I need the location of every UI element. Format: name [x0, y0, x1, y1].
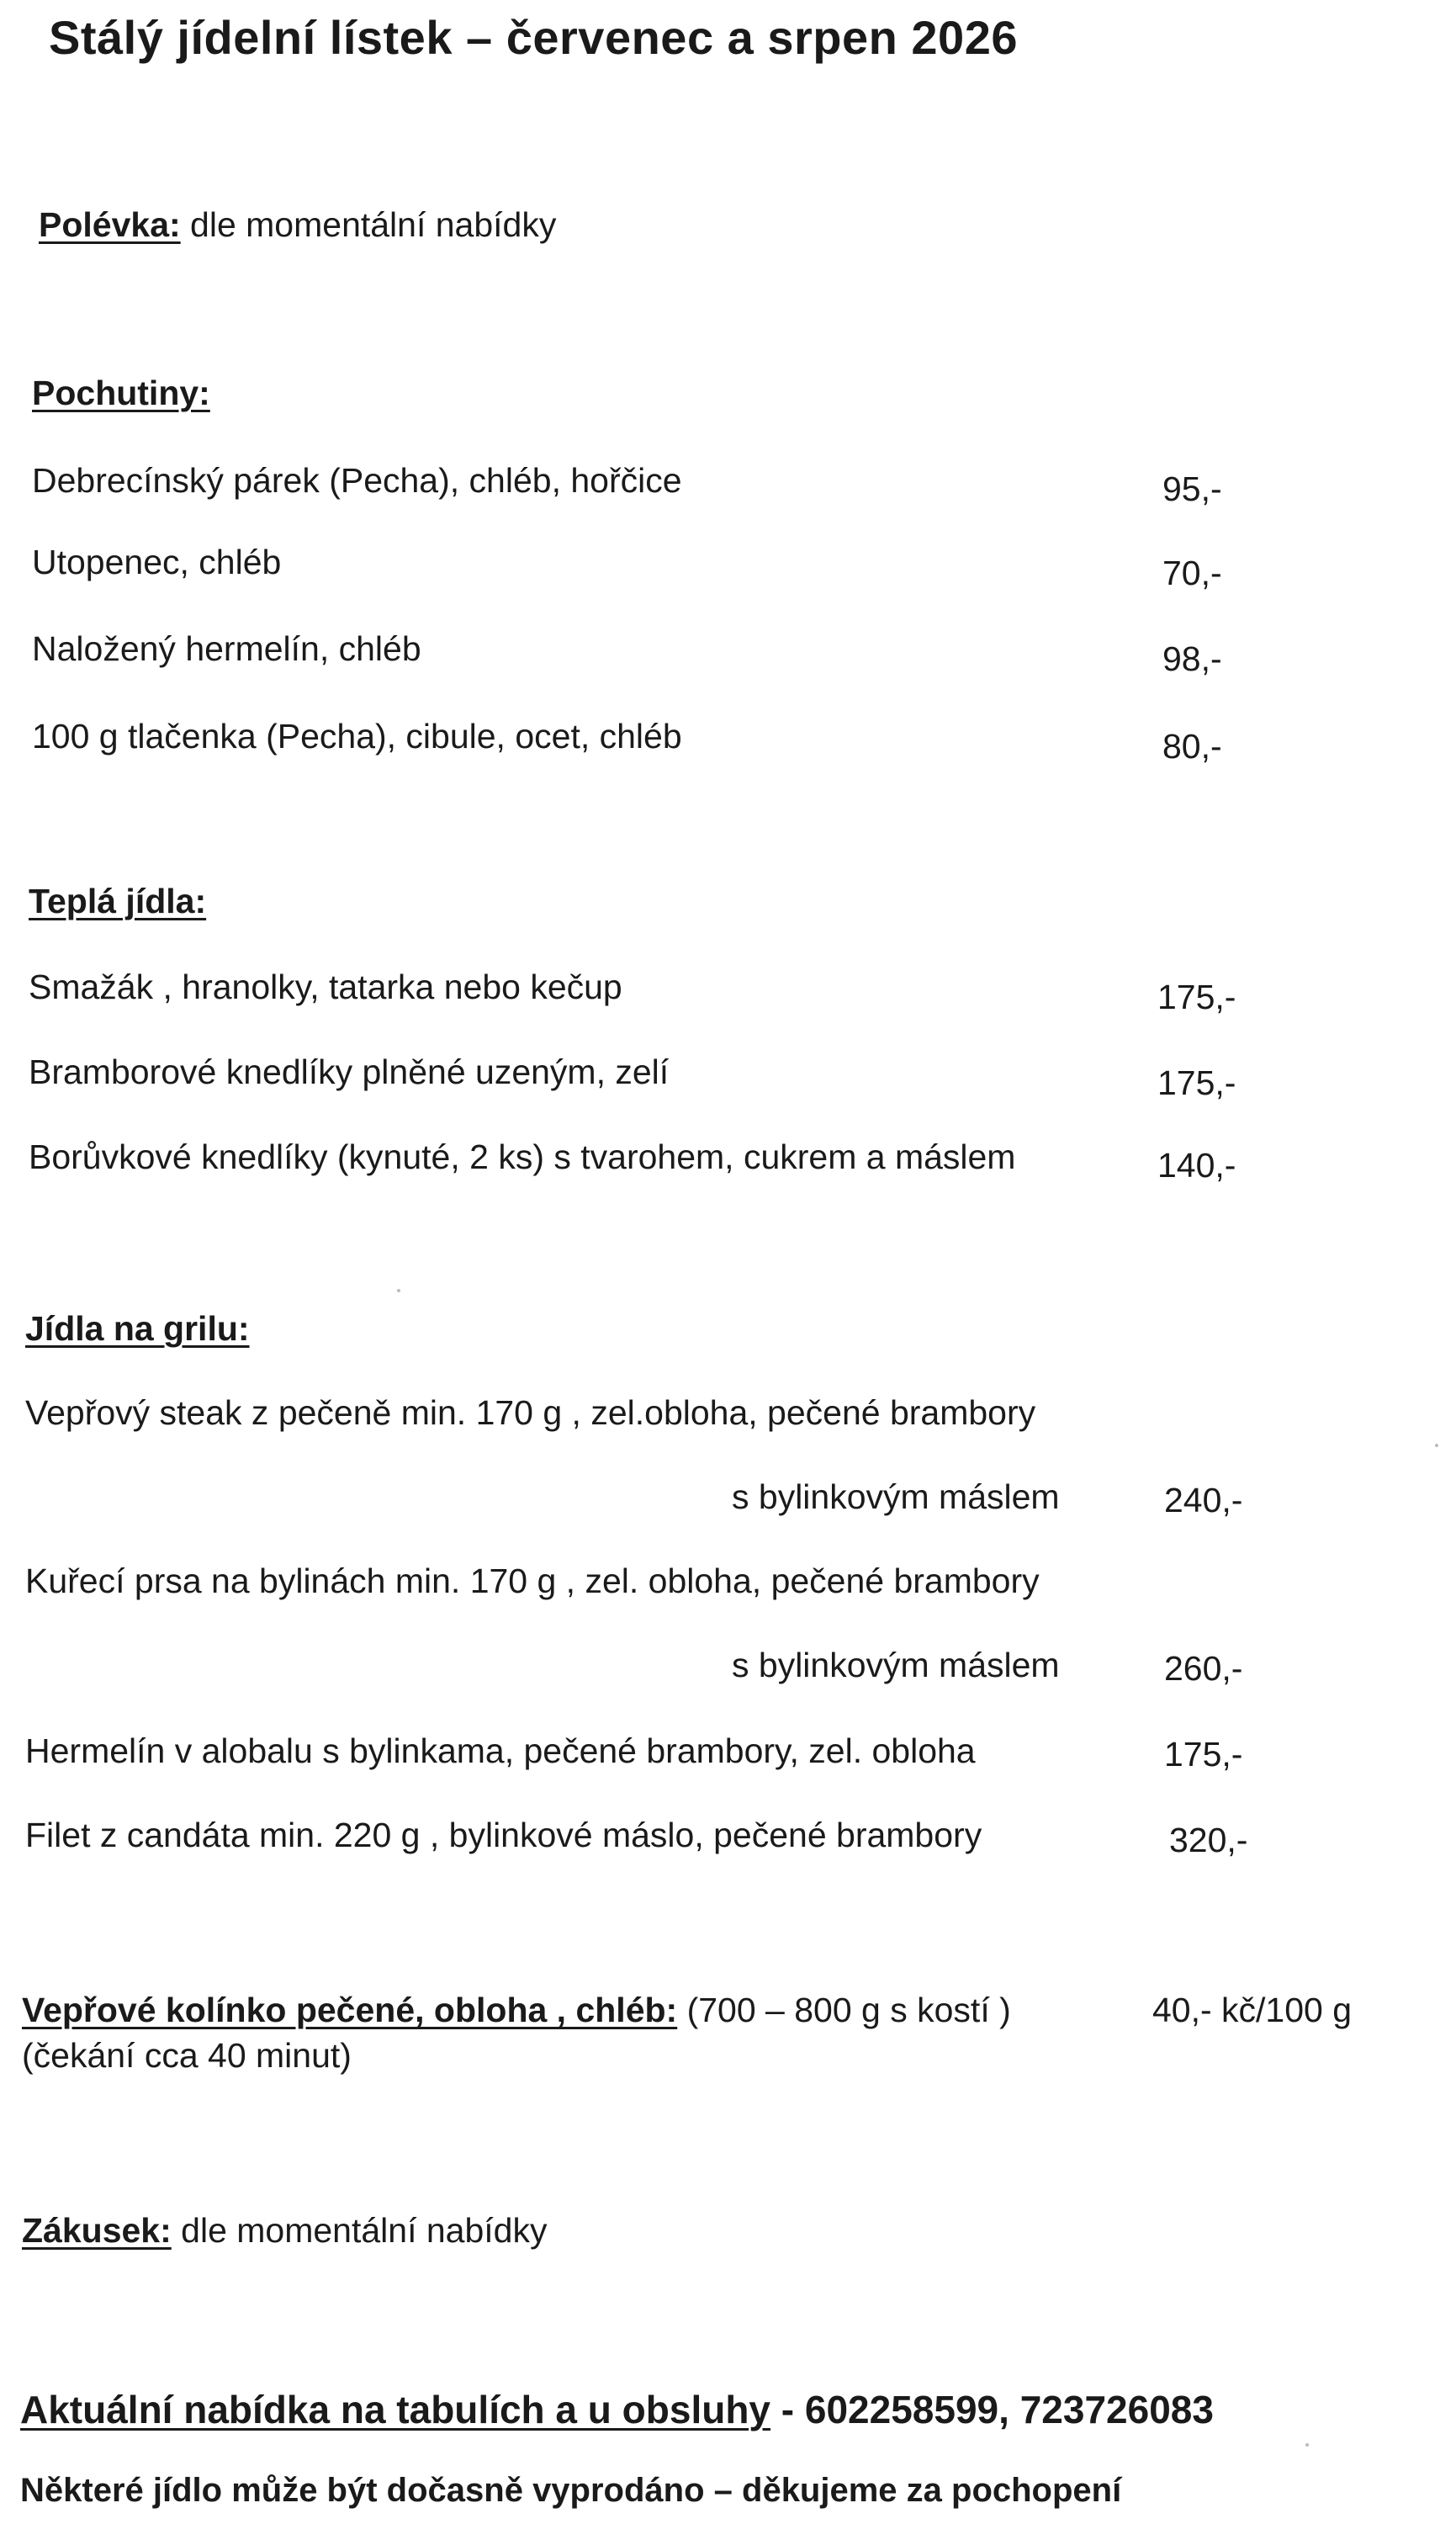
soup-text: dle momentální nabídky: [180, 205, 557, 244]
koleno-line: [22, 1991, 1011, 2030]
pochutiny-item-name: Debrecínský párek (Pecha), chléb, hořčice: [32, 461, 682, 500]
gril-item-line1: Vepřový steak z pečeně min. 170 g , zel.obloha, pečené brambory: [25, 1393, 1036, 1432]
scan-speck: [397, 1289, 400, 1292]
gril-item-price: 260,-: [1164, 1649, 1243, 1688]
tepla-item-name: Borůvkové knedlíky (kynuté, 2 ks) s tvarohem, cukrem a máslem: [29, 1137, 1016, 1176]
koleno-label: Vepřové kolínko pečené, obloha , chléb:: [22, 1991, 678, 2029]
soup-line: [39, 205, 556, 245]
gril-item-price: 175,-: [1164, 1735, 1243, 1774]
footer-offer: Aktuální nabídka na tabulích a u obsluhy: [20, 2388, 771, 2431]
koleno-detail: (700 – 800 g s kostí ): [677, 1991, 1011, 2029]
dessert-label: Zákusek:: [22, 2211, 172, 2250]
gril-item-line2: s bylinkovým máslem: [732, 1646, 1060, 1684]
tepla-item-name: Bramborové knedlíky plněné uzeným, zelí: [29, 1053, 670, 1091]
koleno-price: 40,- kč/100 g: [1152, 1991, 1353, 2029]
pochutiny-heading: Pochutiny:: [32, 374, 210, 412]
scan-speck: [1435, 1444, 1438, 1447]
pochutiny-item-price: 80,-: [1162, 727, 1222, 766]
gril-heading: Jídla na grilu:: [25, 1309, 250, 1348]
dessert-text: dle momentální nabídky: [171, 2211, 548, 2250]
dessert-line: [22, 2211, 547, 2251]
gril-item-name: Hermelín v alobalu s bylinkama, pečené brambory, zel. obloha: [25, 1731, 976, 1770]
gril-item-price: 320,-: [1169, 1821, 1248, 1859]
gril-item-line2: s bylinkovým máslem: [732, 1477, 1060, 1516]
tepla-heading: Teplá jídla:: [29, 882, 207, 920]
footer-notice: Některé jídlo může být dočasně vyprodáno – děkujeme za pochopení: [20, 2472, 1122, 2509]
pochutiny-item-name: Naložený hermelín, chléb: [32, 629, 421, 668]
page-title: Stálý jídelní lístek – červenec a srpen 2026: [49, 11, 1018, 64]
footer-phones: - 602258599, 723726083: [770, 2388, 1214, 2431]
pochutiny-item-name: Utopenec, chléb: [32, 543, 282, 581]
pochutiny-item-price: 95,-: [1162, 469, 1222, 508]
gril-item-price: 240,-: [1164, 1481, 1243, 1519]
soup-label: Polévka:: [39, 205, 181, 244]
tepla-item-price: 175,-: [1157, 978, 1236, 1016]
footer-offer-line: [20, 2387, 1214, 2432]
gril-item-line1: Kuřecí prsa na bylinách min. 170 g , zel. obloha, pečené brambory: [25, 1562, 1040, 1600]
gril-item-name: Filet z candáta min. 220 g , bylinkové máslo, pečené brambory: [25, 1816, 982, 1854]
scan-speck: [1305, 2443, 1309, 2447]
tepla-item-price: 140,-: [1157, 1146, 1236, 1185]
pochutiny-item-price: 98,-: [1162, 639, 1222, 678]
tepla-item-name: Smažák , hranolky, tatarka nebo kečup: [29, 968, 622, 1006]
koleno-note: (čekání cca 40 minut): [22, 2036, 352, 2075]
pochutiny-item-price: 70,-: [1162, 554, 1222, 592]
pochutiny-item-name: 100 g tlačenka (Pecha), cibule, ocet, chléb: [32, 717, 682, 756]
tepla-item-price: 175,-: [1157, 1063, 1236, 1102]
